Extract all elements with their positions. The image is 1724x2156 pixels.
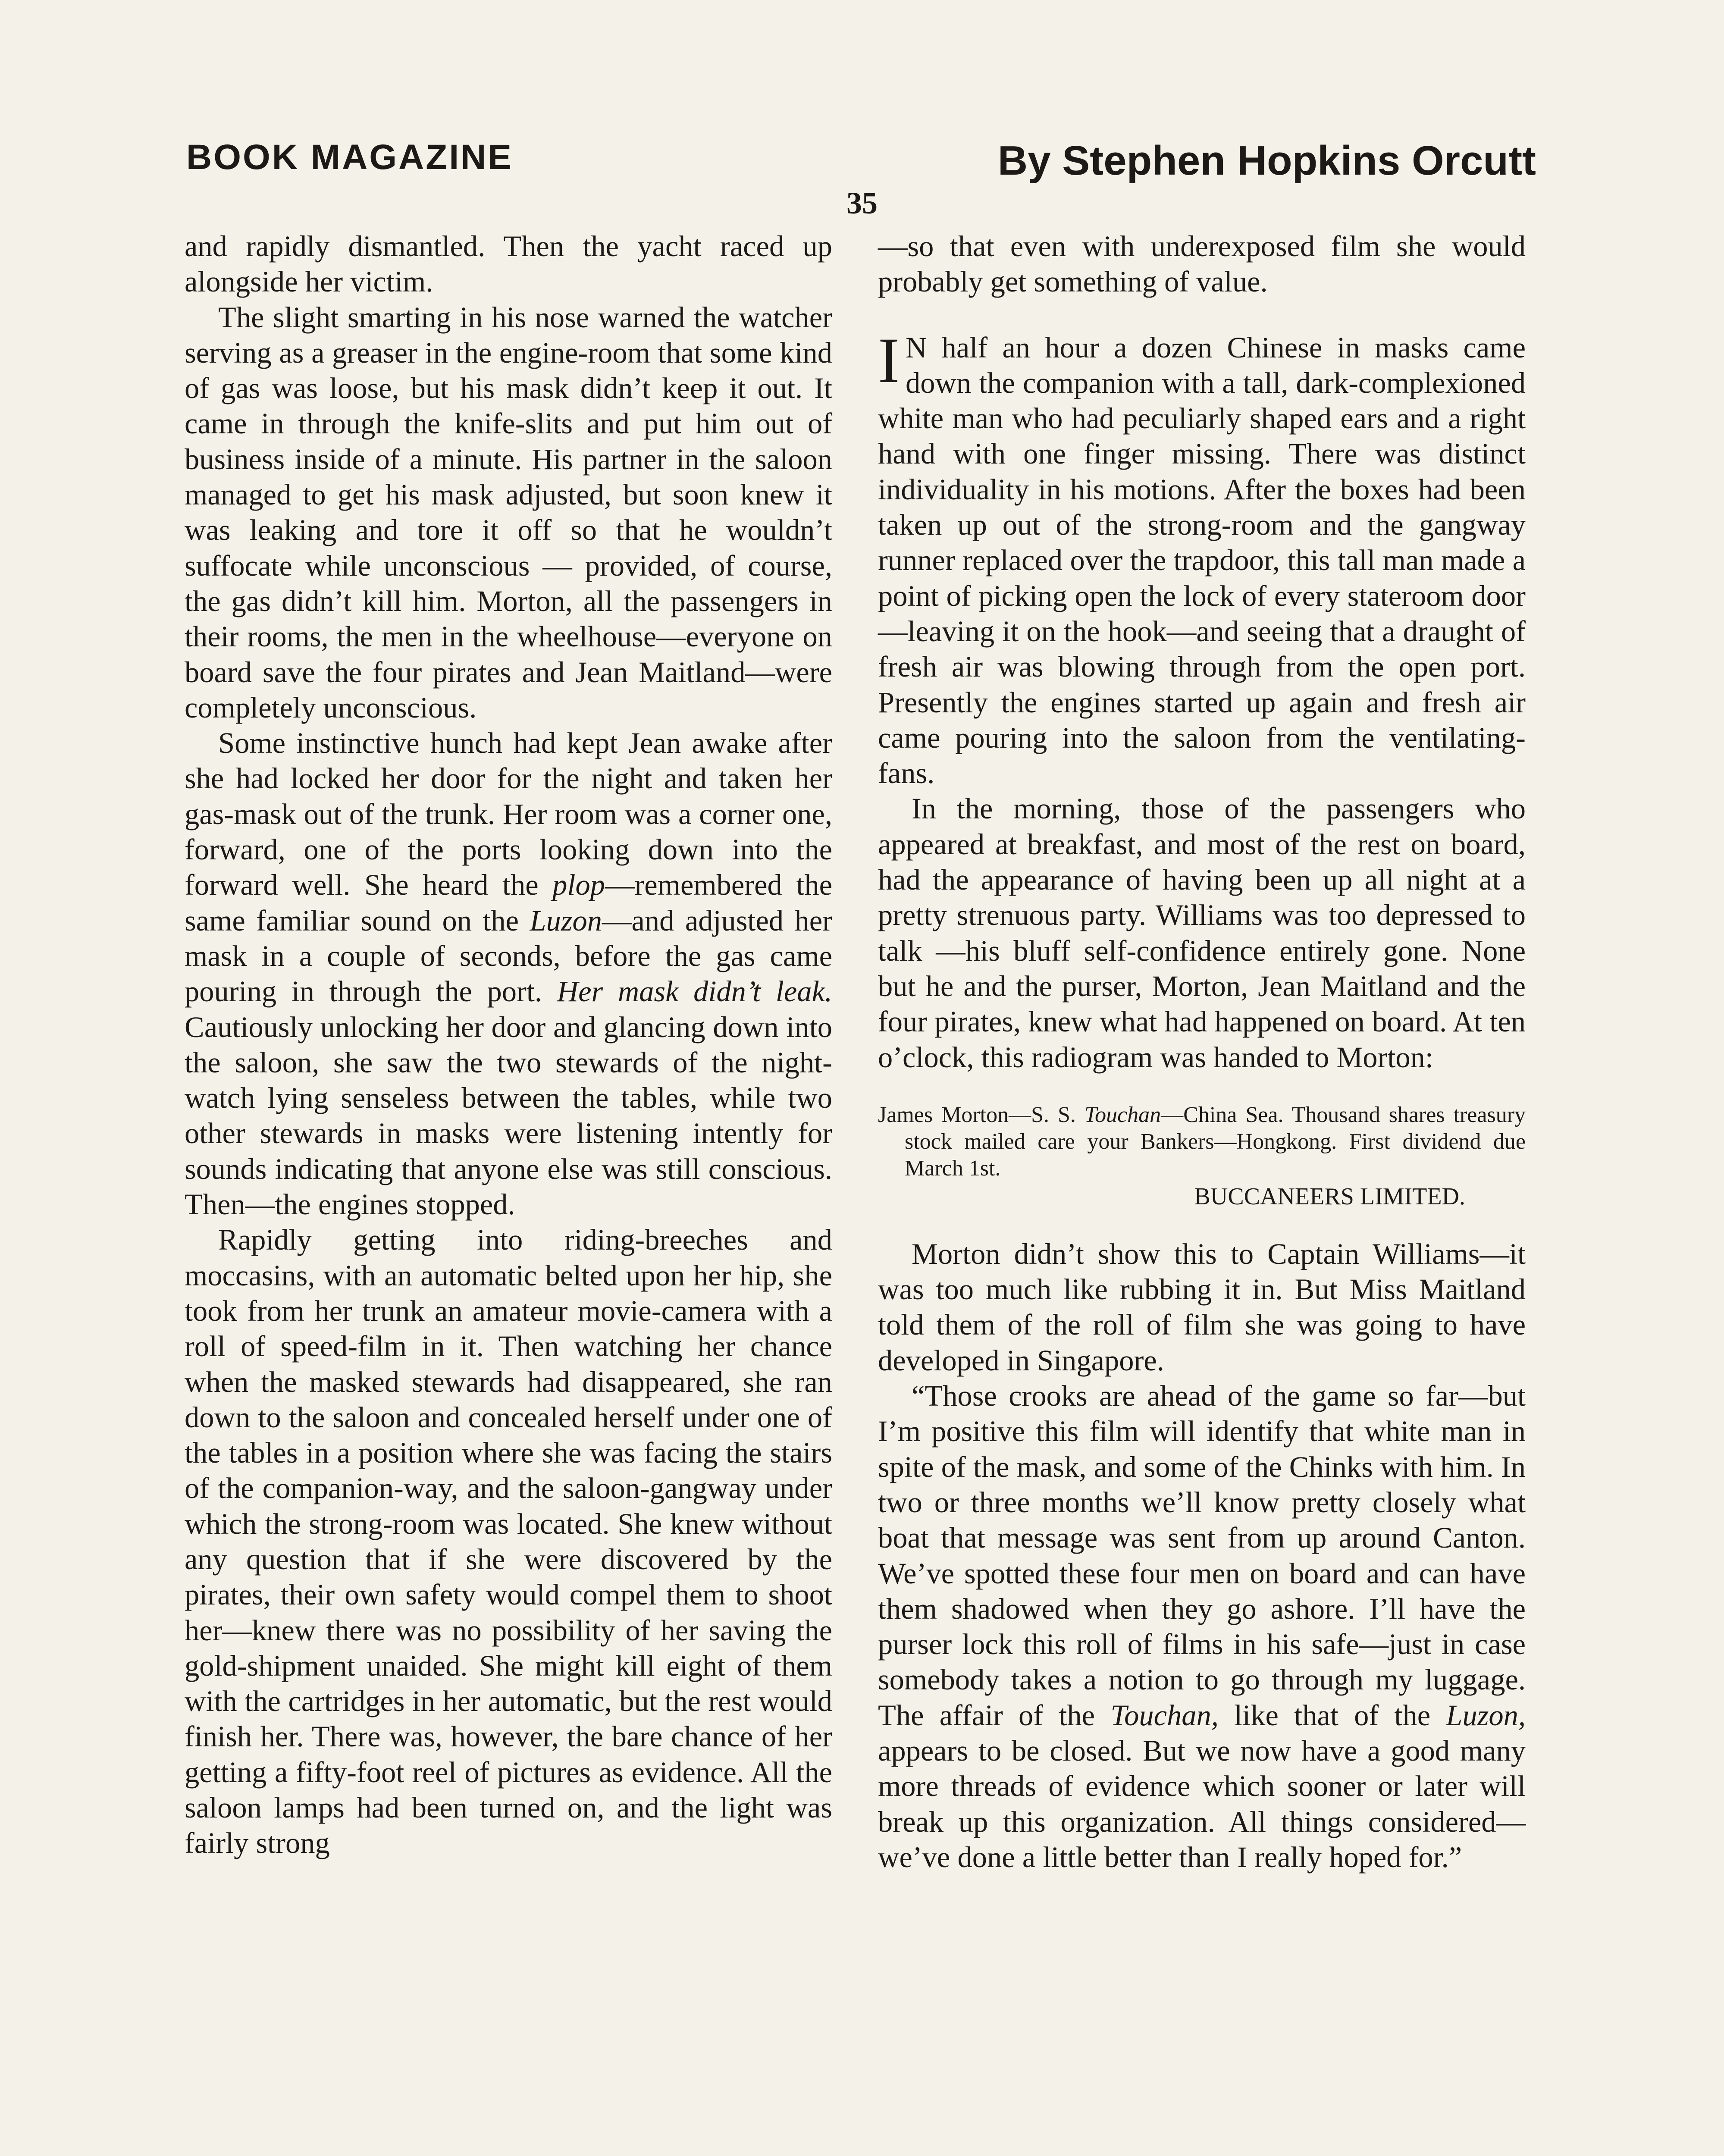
drop-cap: I [878, 324, 900, 396]
right-column [878, 229, 1526, 1875]
text-run: —and adjusted her mask in a couple of seconds, before the gas came pouring in through the port. [185, 904, 832, 1008]
italic-text: Luzon, [1446, 1698, 1526, 1732]
radiogram [878, 1102, 1526, 1211]
radiogram-signature: BUCCANEERS LIMITED. [1194, 1183, 1465, 1210]
text-run: Some instinctive hunch had kept Jean awake after she had locked her door for the night and taken her gas-mask out of the trunk. Her room was a corner one, forward, one of the ports looking down into the forward well. She heard the [185, 727, 832, 902]
italic-text: Touchan [1084, 1102, 1161, 1127]
paragraph: In the morning, those of the passengers who appeared at breakfast, and most of the rest on board, had the appearance of having been up all night at a pretty strenuous party. Williams was too depressed to talk —his bluff self-confidence entirely gone. None but he and the purser, Morton, Jean Maitland and the four pirates, knew what had happened on board. At ten o’clock, this radiogram was handed to Morton: [878, 792, 1526, 1074]
paragraph [878, 324, 1526, 791]
text-run: James Morton—S. S. [878, 1102, 1085, 1127]
magazine-title: BOOK MAGAZINE [186, 138, 514, 177]
text-run: appears to be closed. But we now have a good many more threads of evidence which sooner or later will break up this organization. All things considered—we’ve done a little better than I really hoped for.” [878, 1734, 1526, 1874]
paragraph: —so that even with underexposed film she would probably get something of value. [878, 230, 1526, 298]
text-run: like that of the [1218, 1698, 1446, 1732]
text-run: N half an hour a dozen Chinese in masks came down the companion with a tall, dark-complexioned white man who had peculiarly shaped ears and a right hand with one finger missing. There was distinct individuality in his motions. After the boxes had been taken up out of the strong-room and the gangway runner replaced over the trapdoor, this tall man made a point of picking open the lock of every stateroom door—leaving it on the hook—and seeing that a draught of fresh air was blowing through from the open port. Presently the engines started up again and fresh air came pouring into the saloon from the ventilating-fans. [878, 331, 1526, 790]
italic-text: Her mask didn’t leak. [557, 975, 832, 1008]
paragraph: The slight smarting in his nose warned the watcher serving as a greaser in the engine-room that some kind of gas was loose, but his mask didn’t keep it out. It came in through the knife-slits and put him out of business inside of a minute. His partner in the saloon managed to get his mask adjusted, but soon knew it was leaking and tore it off so that he wouldn’t suffocate while unconscious — provided, of course, the gas didn’t kill him. Morton, all the passengers in their rooms, the men in the wheelhouse—everyone on board save the four pirates and Jean Maitland—were completely unconscious. [185, 301, 832, 724]
page-number: 35 [846, 186, 878, 220]
paragraph [185, 725, 832, 1222]
text-run: —remembered the same familiar sound on the [185, 868, 833, 937]
radiogram-body [878, 1102, 1526, 1182]
italic-text: Touchan, [1110, 1698, 1219, 1732]
italic-text: Luzon [530, 904, 602, 937]
paragraph: Rapidly getting into riding-breeches and moccasins, with an automatic belted upon her hip, she took from her trunk an amateur movie-camera with a roll of speed-film in it. Then watching her chance when the masked stewards had disappeared, she ran down to the saloon and concealed herself under one of the tables in a position where she was facing the stairs of the companion-way, and the saloon-gangway under which the strong-room was located. She knew without any question that if she were discovered by the pirates, their own safety would compel them to shoot her—knew there was no possibility of her saving the gold-shipment unaided. She might kill eight of them with the cartridges in her automatic, but the rest would finish her. There was, however, the bare chance of her getting a fifty-foot reel of pictures as evidence. All the saloon lamps had been turned on, and the light was fairly strong [185, 1223, 832, 1860]
author-byline: By Stephen Hopkins Orcutt [997, 138, 1536, 184]
text-run: Cautiously unlocking her door and glancing down into the saloon, she saw the two stewards of the night-watch lying senseless between the tables, while two other stewards in masks were listening intently for sounds indicating that anyone else was still conscious. Then—the engines stopped. [185, 1010, 832, 1221]
italic-text: plop [552, 868, 605, 902]
text-run: “Those crooks are ahead of the game so far—but I’m positive this film will identify that white man in spite of the mask, and some of the Chinks with him. In two or three months we’ll know pretty closely what boat that message was sent from up around Canton. We’ve spotted these four men on board and can have them shadowed when they go ashore. I’ll have the purser lock this roll of films in his safe—just in case somebody takes a notion to go through my luggage. The affair of the [878, 1379, 1526, 1732]
left-column [185, 229, 832, 1861]
paragraph: Morton didn’t show this to Captain Williams—it was too much like rubbing it in. But Miss Maitland told them of the roll of film she was going to have developed in Singapore. [878, 1237, 1526, 1377]
paragraph [878, 1378, 1526, 1875]
text-run: —China Sea. Thousand shares treasury stock mailed care your Bankers—Hongkong. First dividend due March 1st. [905, 1102, 1526, 1181]
paragraph: and rapidly dismantled. Then the yacht raced up alongside her victim. [185, 230, 832, 298]
